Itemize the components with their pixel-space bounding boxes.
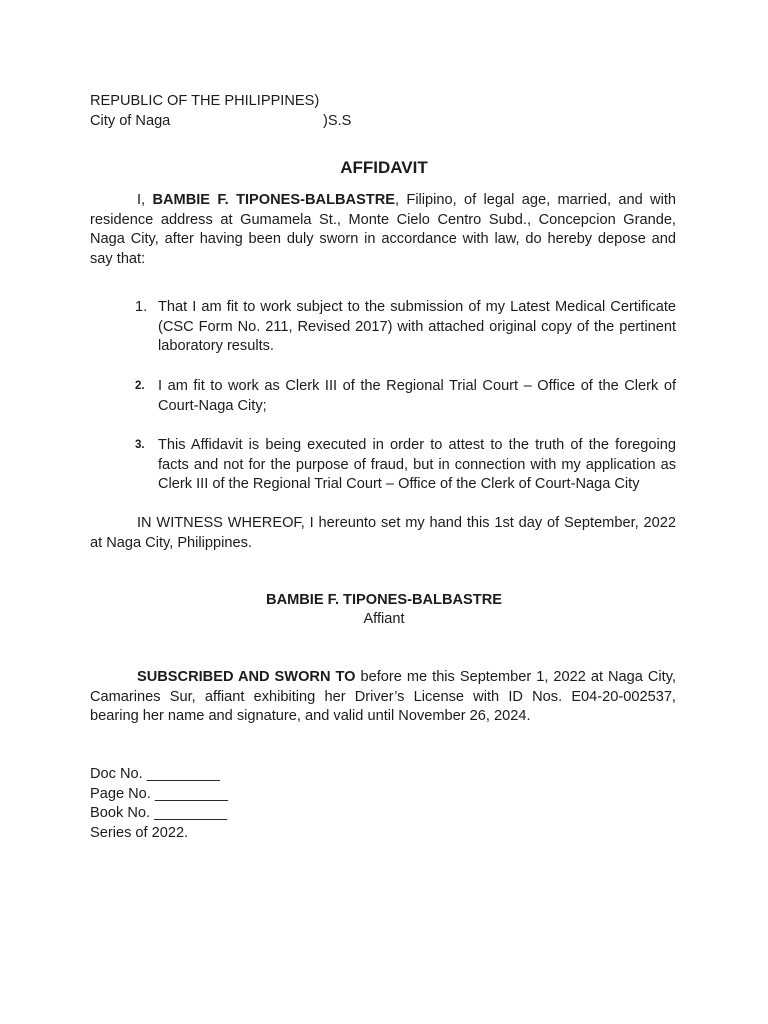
affiant-label: Affiant xyxy=(363,611,405,627)
witness-paragraph: IN WITNESS WHEREOF, I hereunto set my hand this 1st day of September, 2022 at Naga City, Philippines. xyxy=(90,515,676,551)
notarial-register xyxy=(90,765,390,843)
caption-line-republic: REPUBLIC OF THE PHILIPPINES) xyxy=(90,93,320,109)
list-item xyxy=(135,298,676,357)
book-no-field: Book No. _________ xyxy=(90,805,228,822)
series-field: Series of 2022. xyxy=(90,824,189,841)
venue-caption xyxy=(90,92,490,132)
doc-no-field: Doc No. _________ xyxy=(90,766,220,782)
jurat-text: before me this September 1, 2022 at Naga City, Camarines Sur, affiant exhibiting her Driver’s License with ID Nos. E04-20-002537, bearing her name and signature, and valid until November 26, 2024. xyxy=(90,669,677,725)
page-no-field: Page No. _________ xyxy=(90,785,228,802)
affiant-name: BAMBIE F. TIPONES-BALBASTRE xyxy=(266,592,502,608)
caption-city: City of Naga xyxy=(90,113,171,129)
list-item xyxy=(135,377,676,416)
jurat-heading: SUBSCRIBED AND SWORN TO xyxy=(137,669,356,685)
caption-line-city xyxy=(90,112,490,132)
list-item-number: 3. xyxy=(135,439,145,451)
list-item-text: This Affidavit is being executed in order to attest to the truth of the foregoing facts and not for the purpose of fraud, but in connection with my application as Clerk III of the Regional Trial Court – Office of the Clerk of Court-Naga City xyxy=(158,437,676,493)
list-item-number: 1. xyxy=(135,299,148,315)
jurat-paragraph xyxy=(90,668,676,727)
caption-ss: )S.S xyxy=(323,113,352,129)
intro-paragraph xyxy=(90,191,676,269)
list-item-text: That I am fit to work subject to the submission of my Latest Medical Certificate (CSC Form No. 211, Revised 2017) with attached original copy of the pertinent laboratory results. xyxy=(158,299,676,355)
document-title: AFFIDAVIT xyxy=(340,158,428,177)
list-item-text: I am fit to work as Clerk III of the Regional Trial Court – Office of the Clerk of Court-Naga City; xyxy=(158,378,676,414)
intro-affiant-name: BAMBIE F. TIPONES-BALBASTRE xyxy=(152,192,395,208)
intro-pre: I, xyxy=(137,192,153,208)
list-item-number: 2. xyxy=(135,380,145,392)
list-item xyxy=(135,436,676,495)
intro-post: , Filipino, of legal age, married, and with residence address at Gumamela St., Monte Cielo Centro Subd., Concepcion Grande, Naga City, after having been duly sworn in accordance with law, do hereby depose and say that: xyxy=(90,192,677,267)
